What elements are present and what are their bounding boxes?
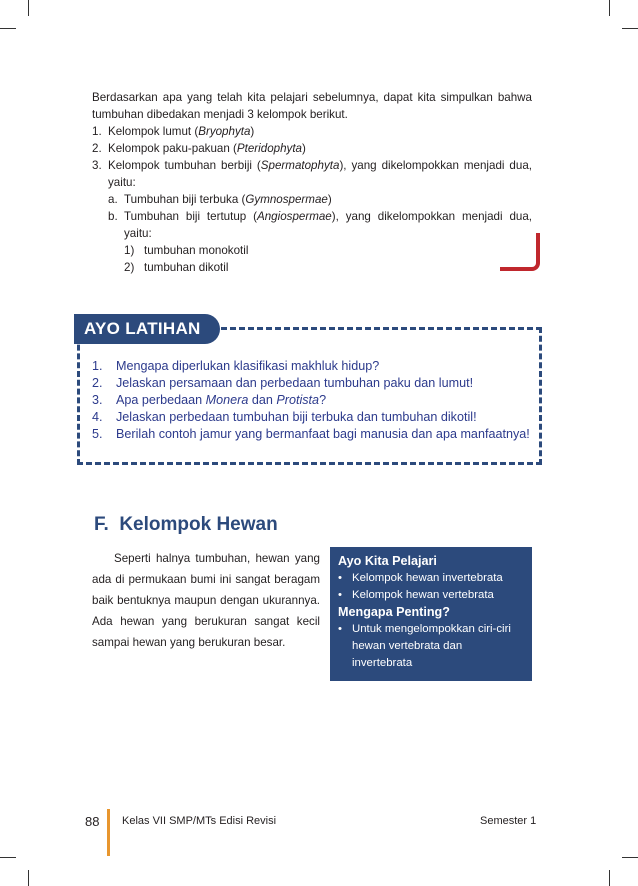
crop-mark [0,857,16,858]
list-text: Berilah contoh jamur yang bermanfaat bagi manusia dan apa manfaatnya! [116,427,530,441]
list-text: Untuk mengelompokkan ciri-ciri hewan vertebrata dan invertebrata [352,623,511,669]
list-number: b. [108,210,118,223]
footer-semester: Semester 1 [480,815,537,827]
list-text: Kelompok tumbuhan berbiji (Spermatophyta), yang dikelompokkan menjadi dua, yaitu: [108,159,533,189]
list-number: 2. [92,376,103,390]
sub-list [92,191,532,242]
list-number: 1) [124,244,135,257]
exercise-title: AYO LATIHAN [74,314,220,344]
exercise-item [92,409,532,426]
list-text: Kelompok lumut (Bryophyta) [108,125,255,138]
list-number: 1. [92,359,103,373]
exercise-item [92,392,532,409]
list-text: tumbuhan dikotil [144,261,229,274]
crop-mark [609,0,610,16]
list-text: Tumbuhan biji terbuka (Gymnospermae) [124,193,332,206]
section-body: Seperti halnya tumbuhan, hewan yang ada di permukaan bumi ini sangat beragam baik bentuknya maupun dengan ukurannya. Ada hewan yang berukuran sangat kecil sampai hewan yang berukuran besar. [92,552,320,649]
list-item [108,208,532,242]
list-item [124,259,532,276]
bullet-icon: • [338,572,342,584]
section-heading: F. Kelompok Hewan [94,514,278,535]
footer-divider [107,809,110,856]
learning-goals-box [330,547,532,681]
list-item [108,191,532,208]
list-text: Jelaskan perbedaan tumbuhan biji terbuka dan tumbuhan dikotil! [116,410,477,424]
crop-mark [28,870,29,886]
sub-sub-list [92,242,532,276]
list-item [338,570,524,587]
summary-block [92,89,532,276]
summary-intro: Berdasarkan apa yang telah kita pelajari sebelumnya, dapat kita simpulkan bahwa tumbuhan dibedakan menjadi 3 kelompok berikut. [92,91,532,121]
crop-mark [0,28,16,29]
exercise-list [92,358,532,443]
box-heading: Ayo Kita Pelajari [338,554,437,568]
list-number: a. [108,193,118,206]
box-heading: Mengapa Penting? [338,605,450,619]
list-text: Tumbuhan biji tertutup (Angiospermae), yang dikelompokkan menjadi dua, yaitu: [124,210,533,240]
list-item [338,621,524,672]
bullet-icon: • [338,623,342,635]
crop-mark [609,870,610,886]
crop-mark [622,857,638,858]
list-number: 3. [92,159,102,172]
list-item [92,123,532,140]
list-number: 2) [124,261,135,274]
crop-mark [622,28,638,29]
list-text: Apa perbedaan Monera dan Protista? [116,393,327,407]
list-item [92,157,532,191]
list-item [124,242,532,259]
list-number: 4. [92,410,103,424]
list-number: 3. [92,393,103,407]
list-number: 2. [92,142,102,155]
list-text: Kelompok paku-pakuan (Pteridophyta) [108,142,306,155]
list-item [92,140,532,157]
list-text: Kelompok hewan invertebrata [352,572,503,584]
exercise-item [92,375,532,392]
crop-mark [28,0,29,16]
exercise-item [92,358,532,375]
list-text: Mengapa diperlukan klasifikasi makhluk hidup? [116,359,380,373]
list-number: 1. [92,125,102,138]
list-text: Jelaskan persamaan dan perbedaan tumbuhan paku dan lumut! [116,376,474,390]
list-text: Kelompok hewan vertebrata [352,589,494,601]
exercise-item [92,426,532,443]
bullet-icon: • [338,589,342,601]
list-item [338,587,524,604]
footer-book-title: Kelas VII SMP/MTs Edisi Revisi [122,815,277,827]
page-number: 88 [85,814,100,829]
corner-decoration [500,233,540,271]
list-text: tumbuhan monokotil [144,244,249,257]
list-number: 5. [92,427,103,441]
